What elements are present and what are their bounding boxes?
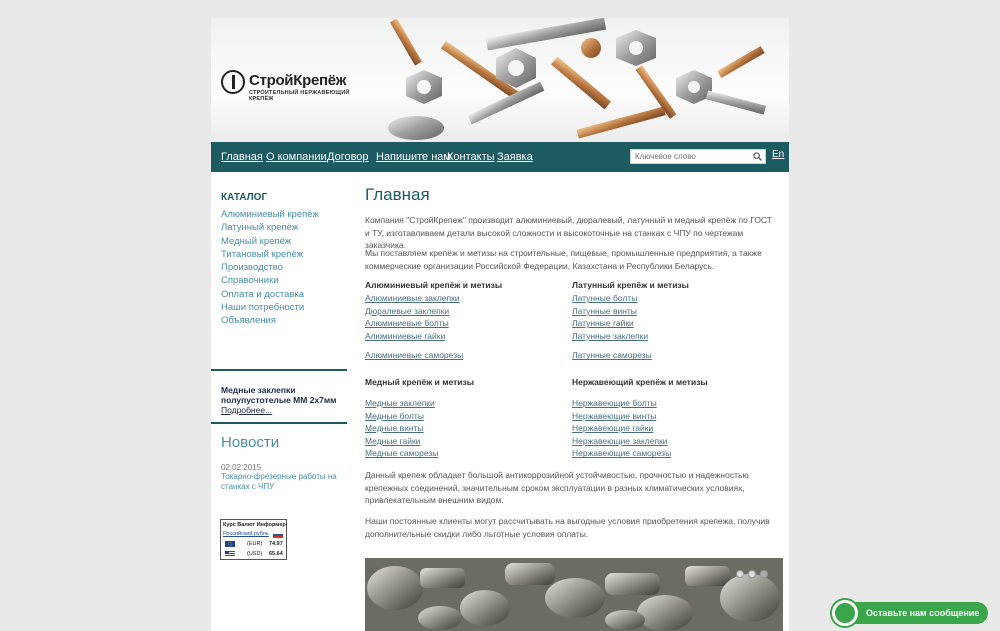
product-group-copper xyxy=(365,377,565,461)
product-link[interactable]: Алюминиевые болты xyxy=(365,318,449,329)
group-heading: Латунный крепёж и метизы xyxy=(572,280,689,290)
product-group-brass xyxy=(572,280,772,363)
page-title: Главная xyxy=(365,185,430,204)
search-icon[interactable] xyxy=(753,152,762,161)
catalog-link-brass[interactable]: Латунный крепёж xyxy=(221,222,299,234)
site-header xyxy=(211,18,789,142)
catalog-link-payment-delivery[interactable]: Оплата и доставка xyxy=(221,288,305,300)
product-link[interactable]: Медные болты xyxy=(365,410,424,421)
currency-base[interactable]: Российский рубль xyxy=(223,531,269,537)
chat-widget-button[interactable] xyxy=(834,602,988,624)
news-item-link[interactable]: Токарно-фрезерные работы на станках с ЧПУ xyxy=(221,472,337,491)
nav-item-home[interactable]: Главная xyxy=(221,151,263,163)
currency-value-usd: 65.64 xyxy=(269,551,283,557)
language-switch-en[interactable]: En xyxy=(772,149,785,160)
search-box xyxy=(630,149,766,164)
product-link[interactable]: Алюминиевые саморезы xyxy=(365,350,464,361)
product-link[interactable]: Алюминиевые гайки xyxy=(365,330,446,341)
news-heading: Новости xyxy=(221,434,280,451)
group-heading: Нержавеющий крепёж и метизы xyxy=(572,377,708,387)
main-content xyxy=(365,172,783,631)
currency-code-eur: (EUR) xyxy=(247,541,263,547)
product-link[interactable]: Нержавеющие саморезы xyxy=(572,448,672,459)
catalog-link-announcements[interactable]: Объявления xyxy=(221,315,276,327)
slider-dot-active[interactable] xyxy=(760,570,768,578)
currency-code-usd: (USD) xyxy=(247,551,263,557)
product-link[interactable]: Латунные саморезы xyxy=(572,350,652,361)
logo-tagline: СТРОИТЕЛЬНЫЙ НЕРЖАВЕЮЩИЙ КРЕПЁЖ xyxy=(249,90,350,102)
chat-icon xyxy=(832,600,858,626)
intro-paragraph: Компания "СтройКрепеж" производит алюминиевый, дюралевый, латунный и медный крепёж по ГОСТ и ТУ, изготавливаем детали высокой сложности и высокоточные на станках с ЧПУ по чертежам заказчика. xyxy=(365,215,772,250)
product-link[interactable]: Дюралевые заклепки xyxy=(365,305,450,316)
logo-mark-icon xyxy=(221,70,245,94)
sidebar-divider xyxy=(211,369,347,371)
catalog-link-production[interactable]: Производство xyxy=(221,262,283,274)
catalog-item xyxy=(221,262,319,275)
product-link[interactable]: Алюминиевые заклепки xyxy=(365,293,460,303)
catalog-item xyxy=(221,302,319,315)
nav-item-order[interactable]: Заявка xyxy=(497,151,533,163)
description-paragraph: Наши постоянные клиенты могут рассчитывать на выгодные условия приобретения крепежа, получив дополнительные скидки либо льготные условия оплаты. xyxy=(365,516,770,539)
us-flag-icon xyxy=(225,551,235,557)
catalog-link-references[interactable]: Справочники xyxy=(221,275,279,287)
catalog-item xyxy=(221,209,319,222)
promo-more-link[interactable]: Подробнее... xyxy=(221,405,273,415)
description-paragraph: Данный крепеж обладает большой антикоррозийной устойчивостью, прочностью и надежностью крепежных соединений, значительным сроком эксплуатации в разных климатических условиях, привлекательным внешним видом. xyxy=(365,470,749,505)
currency-header: Курс Валют Информер xyxy=(223,522,286,528)
catalog-list xyxy=(221,209,319,329)
group-heading: Алюминиевый крепёж и метизы xyxy=(365,280,503,290)
catalog-item xyxy=(221,222,319,235)
intro-paragraph: Мы поставляем крепёж и метизы на строительные, пищевые, промышленные предприятия, а также коммерческие организации Российской Федерации, Казахстана и Республики Беларусь. xyxy=(365,248,762,271)
product-link[interactable]: Латунные винты xyxy=(572,305,637,316)
slider-dot[interactable] xyxy=(736,570,744,578)
slider-dot[interactable] xyxy=(748,570,756,578)
catalog-item xyxy=(221,289,319,302)
fasteners-slider-image xyxy=(365,558,783,631)
nav-item-contract[interactable]: Договор xyxy=(327,151,369,163)
main-navigation xyxy=(211,142,789,172)
product-link[interactable]: Латунные гайки xyxy=(572,318,634,329)
group-heading: Медный крепёж и метизы xyxy=(365,377,474,387)
sidebar-divider xyxy=(211,422,347,424)
catalog-link-copper[interactable]: Медный крепёж xyxy=(221,235,292,247)
fasteners-banner-image xyxy=(376,18,789,142)
nav-item-contacts[interactable]: Контакты xyxy=(447,151,495,163)
russia-flag-icon xyxy=(273,532,283,538)
product-link[interactable]: Нержавеющие винты xyxy=(572,410,657,421)
nav-item-write-us[interactable]: Напишите нам xyxy=(376,151,451,163)
product-link[interactable]: Латунные болты xyxy=(572,293,638,303)
catalog-item xyxy=(221,236,319,249)
currency-informer[interactable] xyxy=(220,519,287,560)
product-link[interactable]: Нержавеющие гайки xyxy=(572,423,654,434)
chat-label: Оставьте нам сообщение xyxy=(866,608,980,618)
sidebar xyxy=(211,172,347,631)
catalog-link-aluminum[interactable]: Алюминиевый крепёж xyxy=(221,209,319,220)
product-group-aluminum xyxy=(365,280,565,363)
catalog-item xyxy=(221,275,319,288)
catalog-link-needs[interactable]: Наши потребности xyxy=(221,302,305,314)
logo-name: СтройКрепёж xyxy=(249,72,347,89)
product-link[interactable]: Латунные заклепки xyxy=(572,330,649,341)
news-date: 02.02.2015 xyxy=(221,463,262,472)
product-link[interactable]: Медные винты xyxy=(365,423,424,434)
catalog-heading: КАТАЛОГ xyxy=(221,192,268,203)
product-group-stainless xyxy=(572,377,772,461)
search-input[interactable] xyxy=(631,150,749,163)
currency-value-eur: 74.97 xyxy=(269,541,283,547)
product-link[interactable]: Нержавеющие заклепки xyxy=(572,435,668,446)
catalog-item xyxy=(221,249,319,262)
page-container xyxy=(211,18,789,631)
eu-flag-icon xyxy=(225,541,235,547)
product-link[interactable]: Медные заклепки xyxy=(365,398,435,408)
logo[interactable] xyxy=(221,70,361,100)
promo-title: Медные заклепки полупустотелые ММ 2х7мм xyxy=(221,385,337,405)
catalog-item xyxy=(221,315,319,328)
catalog-link-titanium[interactable]: Титановый крепёж xyxy=(221,248,304,260)
product-link[interactable]: Нержавеющие болты xyxy=(572,398,657,408)
nav-item-about[interactable]: О компании xyxy=(266,151,327,163)
product-link[interactable]: Медные гайки xyxy=(365,435,421,446)
product-link[interactable]: Медные саморезы xyxy=(365,448,439,459)
